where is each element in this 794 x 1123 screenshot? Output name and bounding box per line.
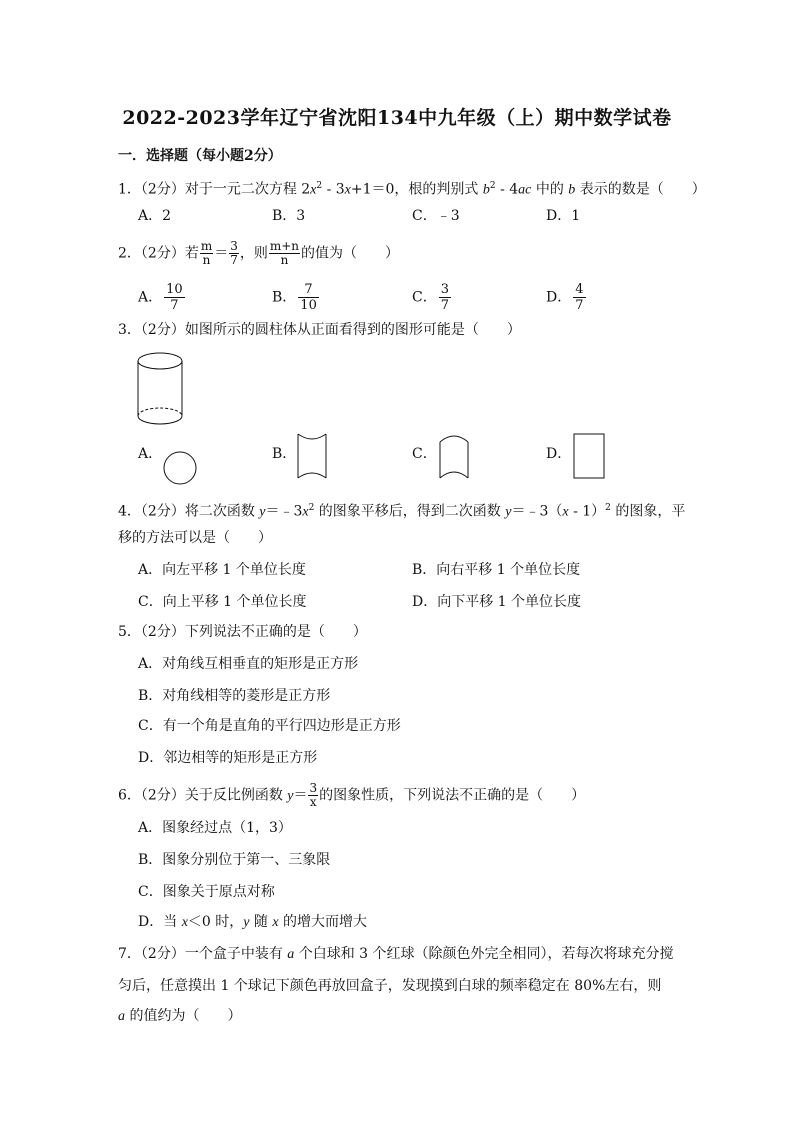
question-1-option-d: D．1 xyxy=(546,208,581,224)
question-4-option-b: B．向右平移 1 个单位长度 xyxy=(412,562,581,578)
question-5-option-b: B．对角线相等的菱形是正方形 xyxy=(138,688,331,704)
question-7-stem-line1: 7．（2分）一个盒子中装有 a 个白球和 3 个红球（除颜色外完全相同），若每次将球充分搅 xyxy=(118,946,674,962)
question-3-stem: 3．（2分）如图所示的圆柱体从正面看得到的图形可能是（ ） xyxy=(118,322,521,338)
question-2-option-c: C． $\frac{3}{7}$ xyxy=(412,282,449,313)
question-2-option-b: B． $\frac{7}{10}$ xyxy=(272,282,317,313)
question-7-stem-line2: 匀后，任意摸出 1 个球记下颜色再放回盒子，发现摸到白球的频率稳定在 80%左右，则 xyxy=(118,978,662,994)
question-6-option-c: C．图象关于原点对称 xyxy=(138,884,275,900)
circle-shape xyxy=(162,452,200,486)
question-2-option-a: A． $\frac{10}{7}$ xyxy=(138,282,183,313)
question-2-option-d: D． $\frac{4}{7}$ xyxy=(546,282,584,313)
question-3-option-c: C． xyxy=(412,446,437,462)
question-6-option-a: A．图象经过点（1，3） xyxy=(138,820,292,836)
rectangle-shape xyxy=(572,432,606,482)
question-1-option-c: C．﹣3 xyxy=(412,208,460,224)
question-3-option-b: B． xyxy=(272,446,297,462)
convex-top-shape xyxy=(438,432,472,482)
question-3-option-d: D． xyxy=(546,446,572,462)
section-heading: 一．选择题（每小题2分） xyxy=(118,148,282,164)
question-6-option-b: B．图象分别位于第一、三象限 xyxy=(138,852,331,868)
question-3-option-a: A． xyxy=(138,446,163,462)
concave-top-shape xyxy=(296,432,330,482)
question-5-option-c: C．有一个角是直角的平行四边形是正方形 xyxy=(138,718,401,734)
question-6-option-d: D．当 x＜0 时，y 随 x 的增大而增大 xyxy=(138,914,368,930)
question-4-option-d: D．向下平移 1 个单位长度 xyxy=(412,594,582,610)
question-5-stem: 5．（2分）下列说法不正确的是（ ） xyxy=(118,624,367,640)
question-4-stem-line2: 移的方法可以是（ ） xyxy=(118,530,272,546)
question-1-option-b: B．3 xyxy=(272,208,306,224)
question-7-stem-line3: a 的值约为（ ） xyxy=(118,1008,242,1024)
question-6-stem: 6．（2分）关于反比例函数 y＝ $\frac{3}{x}$ 的图象性质，下列说法不正确的是（ ） xyxy=(118,781,586,809)
cylinder-figure xyxy=(136,350,186,428)
question-5-option-a: A．对角线互相垂直的矩形是正方形 xyxy=(138,656,359,672)
question-1-stem: 1．（2分）对于一元二次方程 $2x^2 - 3x+1=0$，根的判别式 $b^2 - 4ac$ 中的 b 表示的数是（ ） xyxy=(118,181,706,198)
question-4-stem: 4．（2分）将二次函数 $y=﹣3x^2$ 的图象平移后，得到二次函数 y＝﹣3（x - 1）$^2$ 的图象，平 xyxy=(118,503,686,520)
question-4-option-c: C．向上平移 1 个单位长度 xyxy=(138,594,307,610)
question-5-option-d: D．邻边相等的矩形是正方形 xyxy=(138,750,318,766)
question-4-option-a: A．向左平移 1 个单位长度 xyxy=(138,562,306,578)
question-2-stem: 2．（2分）若 $\frac{m}{n}$ ＝ $\frac{3}{7}$ ，则 $\frac{m+n}{n}$ 的值为（ ） xyxy=(118,239,400,267)
question-1-option-a: A．2 xyxy=(138,208,172,224)
page-title: 2022-2023学年辽宁省沈阳134中九年级（上）期中数学试卷 xyxy=(122,107,672,129)
